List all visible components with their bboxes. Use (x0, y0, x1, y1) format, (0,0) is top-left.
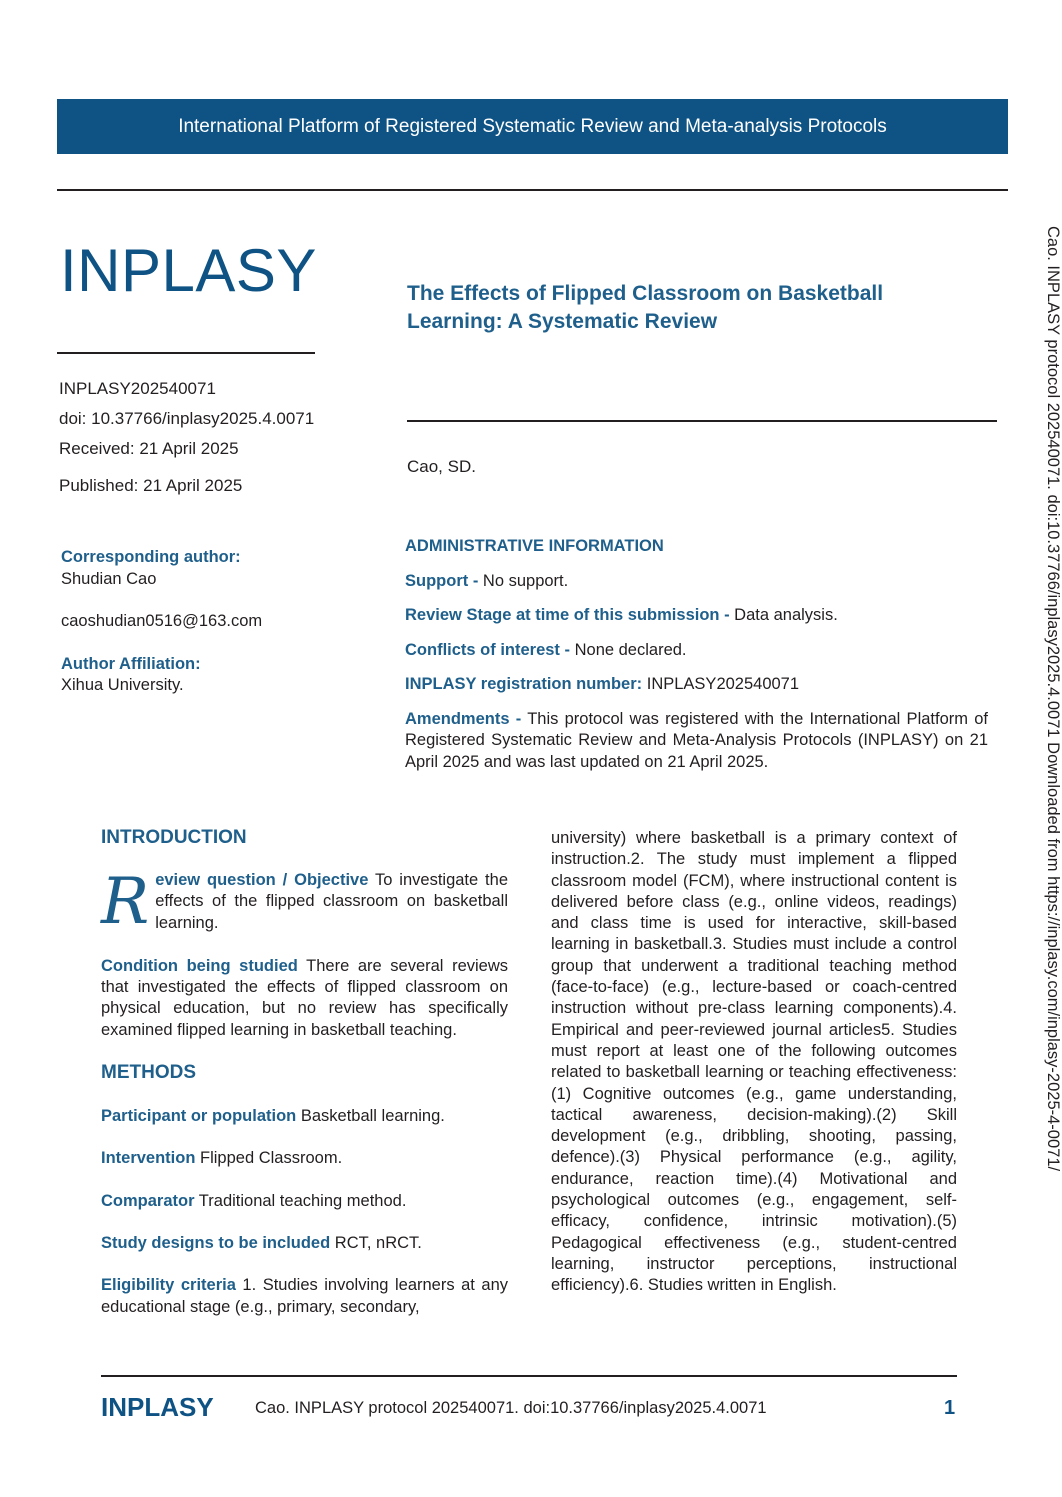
paper-title: The Effects of Flipped Classroom on Basketball Learning: A Systematic Review (407, 282, 884, 333)
conflicts-value: None declared. (570, 641, 687, 659)
review-stage-value: Data analysis. (729, 606, 838, 624)
affiliation-value: Xihua University. (61, 676, 184, 694)
protocol-id: INPLASY202540071 (59, 379, 216, 398)
corresponding-author-email: caoshudian0516@163.com (61, 612, 263, 630)
support-value: No support. (478, 572, 569, 590)
intervention-value: Flipped Classroom. (195, 1149, 343, 1168)
study-designs-label: Study designs to be included (101, 1233, 331, 1252)
intervention-paragraph (101, 1148, 508, 1169)
brand-rule (57, 352, 315, 354)
participant-value: Basketball learning. (296, 1107, 445, 1126)
footer-citation: Cao. INPLASY protocol 202540071. doi:10.37766/inplasy2025.4.0071 (255, 1399, 767, 1417)
participant-paragraph (101, 1106, 508, 1127)
affiliation-label: Author Affiliation: (61, 655, 201, 673)
condition-paragraph (101, 956, 508, 1041)
footer-brand: INPLASY (101, 1392, 214, 1422)
footer-rule (101, 1375, 957, 1377)
review-stage-label: Review Stage at time of this submission - (405, 606, 730, 624)
participant-label: Participant or population (101, 1107, 297, 1126)
brand-logo-text: INPLASY (60, 237, 317, 304)
intervention-label: Intervention (101, 1149, 196, 1168)
support-label: Support - (405, 572, 479, 590)
review-question-value: To investigate the effects of the flipped classroom on basketball learning. (155, 871, 508, 932)
admin-registration-number (405, 675, 988, 694)
amendments-label: Amendments - (405, 710, 522, 728)
amendments-value: This protocol was registered with the International Platform of Registered Systematic Review and Meta-Analysis Protocols (INPLASY) on 21 April 2025 and was last updated on 21 April 2025. (405, 710, 988, 771)
author-line: Cao, SD. (407, 457, 476, 476)
banner-text: International Platform of Registered Systematic Review and Meta-analysis Protocols (178, 115, 887, 137)
conflicts-label: Conflicts of interest - (405, 641, 571, 659)
introduction-heading: INTRODUCTION (101, 827, 247, 848)
registration-label: INPLASY registration number: (405, 675, 643, 693)
study-designs-paragraph (101, 1233, 508, 1254)
right-column: university) where basketball is a primary context of instruction.2. The study must implement a flipped classroom model (FCM), where instructional content is delivered before class (e.g., online videos, readings) and class time is used for interactive, skill-based learning in basketball.3. Studies must include a control group that underwent a traditional teaching method (face-to-face) (e.g., lecture-based or coach-centred instruction without pre-class learning components).4. Empirical and peer-reviewed journal articles5. Studies must report at least one of the following outcomes related to basketball learning or teaching effectiveness:(1) Cognitive outcomes (e.g., game understanding, tactical awareness, decision-making).(2) Skill development (e.g., dribbling, shooting, passing, defence).(3) Physical performance (e.g., agility, endurance, reaction time).(4) Motivational and psychological outcomes (e.g., engagement, self-efficacy, confidence, intrinsic motivation).(5) Pedagogical effectiveness (e.g., student-centred learning, instructor perceptions, instructional efficiency).6. Studies written in English. (551, 829, 957, 1295)
admin-heading: ADMINISTRATIVE INFORMATION (405, 537, 664, 555)
admin-amendments (405, 709, 988, 773)
admin-review-stage (405, 606, 988, 625)
condition-value: There are several reviews that investigated the effects of flipped classroom on physical education, but no review has specifically examined flipped learning in basketball teaching. (101, 956, 509, 1039)
corresponding-author-name: Shudian Cao (61, 570, 157, 588)
received-date: Received: 21 April 2025 (59, 439, 239, 458)
comparator-paragraph (101, 1191, 508, 1212)
vertical-citation: Cao. INPLASY protocol 202540071. doi:10.37766/inplasy2025.4.0071 Downloaded from https://inplasy.com/inplasy-2025-4-0071/ (1044, 226, 1062, 1172)
page-number: 1 (944, 1397, 956, 1419)
eligibility-label: Eligibility criteria (101, 1276, 236, 1295)
left-column (101, 827, 508, 1318)
eligibility-paragraph (101, 1275, 508, 1318)
condition-label: Condition being studied (101, 956, 298, 975)
methods-heading: METHODS (101, 1062, 196, 1084)
drop-cap: R (101, 865, 150, 939)
study-designs-value: RCT, nRCT. (330, 1233, 422, 1252)
title-rule (407, 420, 997, 422)
comparator-value: Traditional teaching method. (194, 1191, 407, 1210)
review-question-paragraph (101, 865, 508, 939)
corresponding-author-label: Corresponding author: (61, 548, 241, 566)
admin-conflicts (405, 641, 988, 660)
doi: doi: 10.37766/inplasy2025.4.0071 (59, 409, 315, 428)
published-date: Published: 21 April 2025 (59, 476, 243, 495)
admin-support (405, 572, 988, 591)
top-rule (57, 189, 1008, 191)
registration-value: INPLASY202540071 (642, 675, 800, 693)
eligibility-value: 1. Studies involving learners at any educational stage (e.g., primary, secondary, (101, 1276, 508, 1316)
header-banner (57, 99, 1008, 154)
comparator-label: Comparator (101, 1191, 195, 1210)
review-question-label: eview question / Objective (155, 871, 369, 889)
